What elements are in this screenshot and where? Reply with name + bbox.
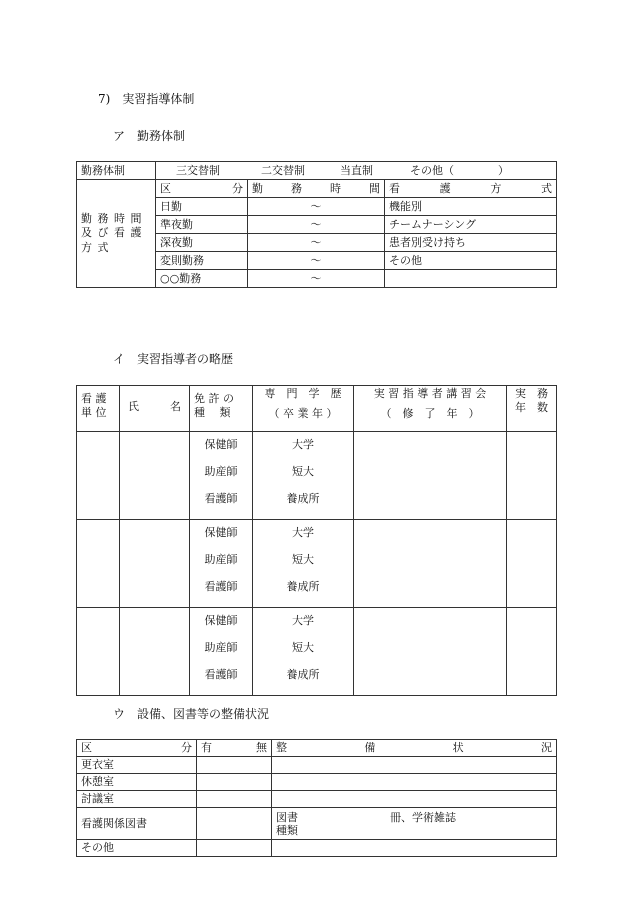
- training-cell: [354, 608, 507, 696]
- method-cell: [385, 270, 557, 288]
- unit-cell: [77, 520, 120, 608]
- table-row: [77, 808, 557, 840]
- facilities-table: [76, 739, 557, 857]
- header-name: 氏 名: [120, 386, 190, 432]
- option-night-duty: 当直制: [340, 163, 373, 177]
- kubun-cell: 深夜勤: [156, 234, 248, 252]
- books-status-cell: [272, 808, 557, 840]
- method-cell: 患者別受け持ち: [385, 234, 557, 252]
- method-cell: チームナーシング: [385, 216, 557, 234]
- instructor-row: [77, 520, 557, 608]
- books-label: 図書: [276, 810, 298, 824]
- unit-cell: [77, 432, 120, 520]
- kubun-cell: 準夜勤: [156, 216, 248, 234]
- school-cell: 大学 短大 養成所: [253, 608, 354, 696]
- availability-cell: [197, 791, 272, 808]
- license-cell: 保健師 助産師 看護師: [190, 608, 253, 696]
- types-label: 種類: [276, 823, 298, 837]
- status-cell: [272, 774, 557, 791]
- section-a-heading: ア 勤務体制: [113, 129, 186, 143]
- availability-cell: [197, 757, 272, 774]
- table-row: [77, 840, 557, 857]
- work-system-label: 勤務体制: [77, 162, 156, 180]
- section-i-heading: イ 実習指導者の略歴: [113, 352, 234, 366]
- header-row: [77, 740, 557, 757]
- time-cell: ～: [248, 270, 385, 288]
- training-cell: [354, 432, 507, 520]
- facility-label: 討議室: [77, 791, 197, 808]
- facility-label: 休憩室: [77, 774, 197, 791]
- header-status: 整 備 状 況: [272, 740, 557, 757]
- availability-cell: [197, 808, 272, 840]
- method-cell: その他: [385, 252, 557, 270]
- facility-label: その他: [77, 840, 197, 857]
- kubun-cell: 変則勤務: [156, 252, 248, 270]
- instructor-row: [77, 608, 557, 696]
- header-kubun: 区 分: [156, 180, 248, 198]
- header-row: [77, 386, 557, 432]
- hours-method-label: 勤 務 時 間 及 び 看 護 方 式: [77, 180, 156, 288]
- header-years: 実 務 年 数: [507, 386, 557, 432]
- kubun-cell: ○○勤務: [156, 270, 248, 288]
- work-system-row: [77, 162, 557, 180]
- status-cell: [272, 840, 557, 857]
- name-cell: [120, 608, 190, 696]
- table-row: [77, 791, 557, 808]
- time-cell: ～: [248, 198, 385, 216]
- license-cell: 保健師 助産師 看護師: [190, 432, 253, 520]
- status-cell: [272, 757, 557, 774]
- years-cell: [507, 432, 557, 520]
- option-two-shift: 二交替制: [261, 163, 305, 177]
- header-nursing-method: 看 護 方 式: [385, 180, 557, 198]
- header-row: [77, 180, 557, 198]
- name-cell: [120, 520, 190, 608]
- journals-label: 冊、学術雑誌: [390, 810, 456, 824]
- header-work-hours: 勤 務 時 間: [248, 180, 385, 198]
- training-cell: [354, 520, 507, 608]
- years-cell: [507, 608, 557, 696]
- header-kubun: 区 分: [77, 740, 197, 757]
- section-7-heading: 7) 実習指導体制: [98, 92, 195, 106]
- header-school: 専 門 学 歴 （ 卒 業 年 ）: [253, 386, 354, 432]
- work-schedule-table: [76, 161, 557, 288]
- section-u-heading: ウ 設備、図書等の整備状況: [113, 707, 270, 721]
- time-cell: ～: [248, 252, 385, 270]
- header-availability: 有 無: [197, 740, 272, 757]
- table-row: [77, 774, 557, 791]
- name-cell: [120, 432, 190, 520]
- availability-cell: [197, 840, 272, 857]
- header-license: 免 許 の 種 類: [190, 386, 253, 432]
- years-cell: [507, 520, 557, 608]
- facility-label: 看護関係図書: [77, 808, 197, 840]
- school-cell: 大学 短大 養成所: [253, 520, 354, 608]
- table-row: [77, 757, 557, 774]
- method-cell: 機能別: [385, 198, 557, 216]
- work-system-options: [156, 162, 557, 180]
- license-cell: 保健師 助産師 看護師: [190, 520, 253, 608]
- school-cell: 大学 短大 養成所: [253, 432, 354, 520]
- option-three-shift: 三交替制: [176, 163, 220, 177]
- status-cell: [272, 791, 557, 808]
- facility-label: 更衣室: [77, 757, 197, 774]
- instructor-table: [76, 385, 557, 696]
- instructor-row: [77, 432, 557, 520]
- option-other: その他（ ）: [410, 163, 509, 177]
- time-cell: ～: [248, 216, 385, 234]
- unit-cell: [77, 608, 120, 696]
- kubun-cell: 日勤: [156, 198, 248, 216]
- time-cell: ～: [248, 234, 385, 252]
- availability-cell: [197, 774, 272, 791]
- header-training: 実 習 指 導 者 講 習 会 （ 修 了 年 ）: [354, 386, 507, 432]
- header-unit: 看 護 単 位: [77, 386, 120, 432]
